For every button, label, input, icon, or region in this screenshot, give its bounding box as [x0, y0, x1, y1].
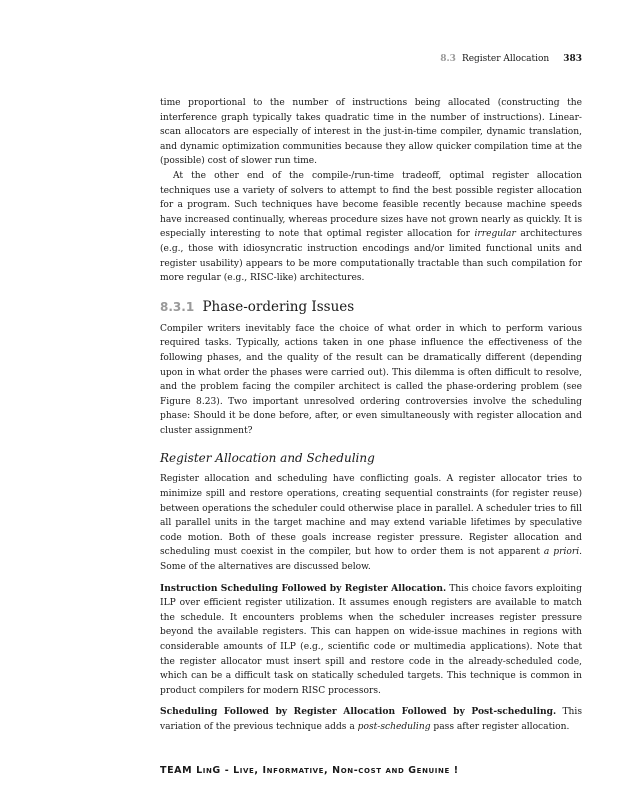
section-heading [160, 298, 582, 316]
section-heading-number: 8.3.1 [160, 299, 195, 314]
page-number: 383 [563, 54, 582, 64]
paragraph-scheduling-then-allocation: Instruction Scheduling Followed by Register Allocation. This choice favors exploiting ILP over efficient register utilization. It assumes enough registers are available to match the schedule. It encounters problems when the scheduler increases register pressure beyond the available registers. This can happen on wide-issue machines in regions with considerable amounts of ILP (e.g., scientific code or multimedia applications). Note that the register allocator must insert spill and restore code in the already-scheduled code, which can be a difficult task on statically scheduled targets. This technique is common in product compilers for modern RISC processors. [160, 582, 582, 696]
paragraph-phase-ordering: Compiler writers inevitably face the choice of what order in which to perform various required tasks. Typically, actions taken in one phase influence the effectiveness of the following phases, and the quality of the result can be dramatically different (depending upon in what order the phases were carried out). This dilemma is often difficult to resolve, and the problem facing the compiler architect is called the phase-ordering problem (see Figure 8.23). Two important unresolved ordering controversies involve the scheduling phase: Should it be done before, after, or even simultaneously with register allocation and cluster assignment? [160, 323, 582, 436]
running-head-section-number: 8.3 [440, 54, 456, 64]
run-in-heading-post-scheduling: Scheduling Followed by Register Allocation Followed by Post-scheduling. [160, 706, 557, 718]
section-heading-title: Phase-ordering Issues [202, 298, 355, 315]
paragraph-optimal-allocation: At the other end of the compile-/run-time tradeoff, optimal register allocation techniques use a variety of solvers to attempt to find the best possible register allocation for a program. Such techniques have become feasible recently because machine speeds have increased continually, whereas procedure sizes have not grown nearly as quickly. It is especially interesting to note that optimal register allocation for irregular architectures (e.g., those with idiosyncratic instruction encodings and/or limited functional units and register usability) appears to be more computationally tractable than such compilation for more regular (e.g., RISC-like) architectures. [160, 170, 582, 284]
emphasis-irregular: irregular [474, 229, 516, 240]
run-in-heading-scheduling-first: Instruction Scheduling Followed by Register Allocation. [160, 582, 447, 594]
emphasis-a-priori: a priori [543, 547, 580, 558]
paragraph-conflicting-goals: Register allocation and scheduling have conflicting goals. A register allocator tries to minimize spill and restore operations, creating sequential constraints (for register reuse) between operations the scheduler could otherwise place in parallel. A scheduler tries to fill all parallel units in the target machine and may extend variable lifetimes by speculative code motion. Both of these goals increase register pressure. Register allocation and scheduling must coexist in the compiler, but how to order them is not apparent a priori. Some of the alternatives are discussed below. [160, 474, 583, 573]
running-head [160, 54, 582, 64]
paragraph-linear-scan: time proportional to the number of instructions being allocated (constructing the interference graph typically takes quadratic time in the number of instructions). Linear-scan allocators are especially of interest in the just-in-time compiler, dynamic translation, and dynamic optimization communities because they allow quicker compilation time at the (possible) cost of slower run time. [160, 98, 582, 167]
running-head-section-title: Register Allocation [461, 54, 550, 64]
footer-watermark: TEAM LinG - Live, Informative, Non-cost and Genuine ! [160, 765, 459, 776]
paragraph-post-scheduling: Scheduling Followed by Register Allocation Followed by Post-scheduling. This variation of the previous technique adds a post-scheduling pass after register allocation. [160, 706, 582, 732]
page-body [160, 96, 582, 735]
emphasis-post-scheduling: post-scheduling [357, 721, 431, 732]
subsection-heading: Register Allocation and Scheduling [160, 451, 375, 466]
